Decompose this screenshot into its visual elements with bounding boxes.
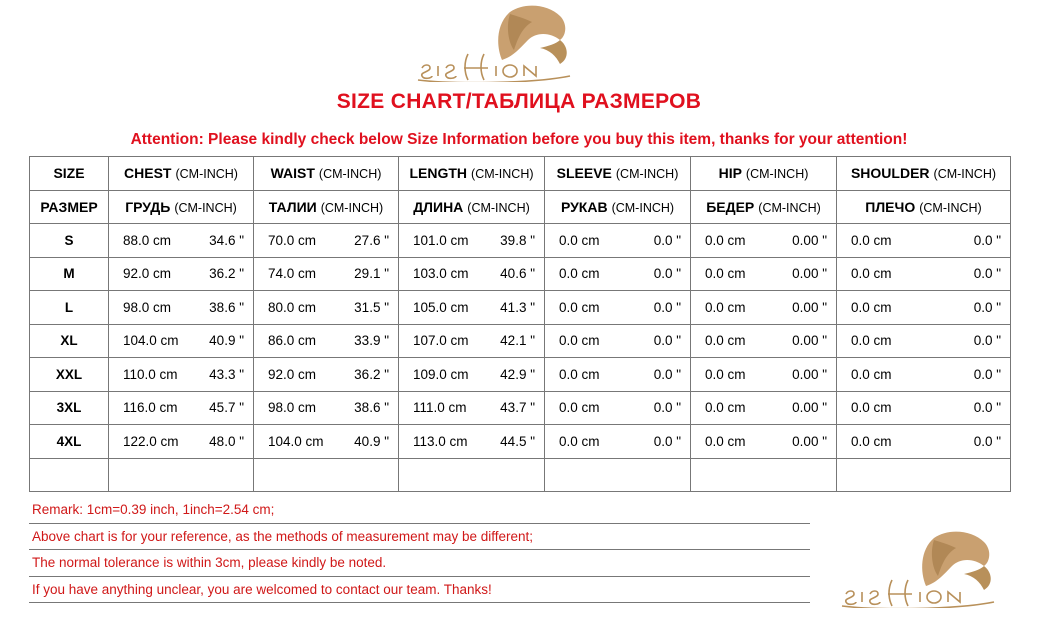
empty-cell xyxy=(399,458,545,492)
cm-value: 92.0 cm xyxy=(268,366,317,382)
value-cell xyxy=(109,324,254,358)
cm-value: 103.0 cm xyxy=(413,266,469,282)
value-pair xyxy=(254,333,398,348)
attention-notice: Attention: Please kindly check below Size Information before you buy this item, thanks for your attention! xyxy=(130,131,908,148)
value-cell xyxy=(837,291,1011,325)
inch-value: 39.8 " xyxy=(500,232,535,248)
size-label: 4XL xyxy=(30,425,109,459)
inch-value: 0.00 " xyxy=(792,232,827,248)
value-pair xyxy=(691,367,836,382)
value-pair xyxy=(399,333,544,348)
value-pair xyxy=(254,400,398,415)
cm-value: 101.0 cm xyxy=(413,232,469,248)
inch-value: 45.7 " xyxy=(209,400,244,416)
table-row xyxy=(30,257,1011,291)
inch-value: 0.0 " xyxy=(973,232,1001,248)
value-cell xyxy=(254,224,399,258)
header-cell xyxy=(691,190,837,224)
cm-value: 0.0 cm xyxy=(705,433,746,449)
inch-value: 0.0 " xyxy=(973,400,1001,416)
value-pair xyxy=(109,300,253,315)
woman-hair-silhouette-icon xyxy=(922,532,991,590)
value-cell xyxy=(254,391,399,425)
inch-value: 38.6 " xyxy=(354,400,389,416)
value-cell xyxy=(109,358,254,392)
inch-value: 34.6 " xyxy=(209,232,244,248)
inch-value: 0.00 " xyxy=(792,299,827,315)
inch-value: 27.6 " xyxy=(354,232,389,248)
logo-text xyxy=(842,580,994,608)
value-pair xyxy=(545,400,690,415)
cm-value: 0.0 cm xyxy=(559,400,600,416)
value-cell xyxy=(545,425,691,459)
header-name: ПЛЕЧО xyxy=(865,198,916,215)
value-pair xyxy=(691,300,836,315)
cm-value: 0.0 cm xyxy=(851,232,892,248)
inch-value: 0.0 " xyxy=(973,333,1001,349)
value-pair xyxy=(837,333,1010,348)
header-unit: (CM-INCH) xyxy=(611,200,675,215)
header-content xyxy=(837,165,1010,181)
inch-value: 42.1 " xyxy=(500,333,535,349)
header-content xyxy=(691,199,836,215)
value-cell xyxy=(837,391,1011,425)
inch-value: 0.0 " xyxy=(653,433,681,449)
size-label: 3XL xyxy=(30,391,109,425)
value-cell xyxy=(691,391,837,425)
cm-value: 0.0 cm xyxy=(559,333,600,349)
value-cell xyxy=(254,324,399,358)
inch-value: 0.0 " xyxy=(653,266,681,282)
cm-value: 86.0 cm xyxy=(268,333,317,349)
inch-value: 0.0 " xyxy=(653,333,681,349)
remark-line: Remark: 1cm=0.39 inch, 1inch=2.54 cm; xyxy=(29,497,810,524)
inch-value: 31.5 " xyxy=(354,299,389,315)
inch-value: 0.0 " xyxy=(653,400,681,416)
value-cell xyxy=(691,358,837,392)
header-unit: (CM-INCH) xyxy=(175,167,238,182)
cm-value: 109.0 cm xyxy=(413,366,469,382)
value-pair xyxy=(691,266,836,281)
cm-value: 98.0 cm xyxy=(268,400,317,416)
value-cell xyxy=(254,257,399,291)
empty-cell xyxy=(30,458,109,492)
inch-value: 0.00 " xyxy=(792,333,827,349)
value-pair xyxy=(545,300,690,315)
cm-value: 0.0 cm xyxy=(851,299,892,315)
header-name: SLEEVE xyxy=(556,165,612,182)
size-label: S xyxy=(30,224,109,258)
header-name: ТАЛИИ xyxy=(268,198,317,215)
value-cell xyxy=(109,425,254,459)
value-cell xyxy=(399,257,545,291)
value-cell xyxy=(837,257,1011,291)
header-content xyxy=(254,199,398,215)
inch-value: 0.0 " xyxy=(973,366,1001,382)
cm-value: 0.0 cm xyxy=(705,299,746,315)
value-cell xyxy=(399,358,545,392)
header-content xyxy=(399,199,544,215)
value-pair xyxy=(109,266,253,281)
value-cell xyxy=(399,324,545,358)
size-label: M xyxy=(30,257,109,291)
header-unit: (CM-INCH) xyxy=(467,200,530,215)
remark-line: Above chart is for your reference, as the methods of measurement may be different; xyxy=(29,524,810,551)
empty-cell xyxy=(837,458,1011,492)
header-name: ДЛИНА xyxy=(413,198,464,215)
header-content xyxy=(545,199,690,215)
value-pair xyxy=(545,367,690,382)
empty-cell xyxy=(545,458,691,492)
header-unit: (CM-INCH) xyxy=(933,167,997,182)
inch-value: 36.2 " xyxy=(209,266,244,282)
value-cell xyxy=(837,224,1011,258)
value-pair xyxy=(837,233,1010,248)
header-cell xyxy=(30,190,109,224)
table-row xyxy=(30,358,1011,392)
value-pair xyxy=(691,434,836,449)
page-title: SIZE CHART/ТАБЛИЦА РАЗМЕРОВ xyxy=(336,90,702,113)
cm-value: 105.0 cm xyxy=(413,299,469,315)
cm-value: 122.0 cm xyxy=(123,433,179,449)
inch-value: 44.5 " xyxy=(500,433,535,449)
header-cell xyxy=(109,157,254,191)
size-label: XXL xyxy=(30,358,109,392)
value-pair xyxy=(837,434,1010,449)
header-unit: (CM-INCH) xyxy=(919,200,982,215)
value-pair xyxy=(399,233,544,248)
header-content xyxy=(254,165,398,181)
inch-value: 40.9 " xyxy=(209,333,244,349)
inch-value: 42.9 " xyxy=(500,366,535,382)
value-pair xyxy=(837,300,1010,315)
header-content xyxy=(30,165,108,181)
value-cell xyxy=(691,291,837,325)
inch-value: 0.0 " xyxy=(973,299,1001,315)
cm-value: 0.0 cm xyxy=(705,232,746,248)
cm-value: 111.0 cm xyxy=(413,400,467,416)
value-cell xyxy=(399,391,545,425)
value-pair xyxy=(545,434,690,449)
value-cell xyxy=(109,391,254,425)
cm-value: 0.0 cm xyxy=(705,266,746,282)
header-name: SHOULDER xyxy=(850,165,930,182)
value-pair xyxy=(254,300,398,315)
value-pair xyxy=(691,333,836,348)
inch-value: 40.6 " xyxy=(500,266,535,282)
cm-value: 0.0 cm xyxy=(851,433,892,449)
value-cell xyxy=(399,291,545,325)
cm-value: 0.0 cm xyxy=(705,366,746,382)
value-pair xyxy=(399,266,544,281)
header-content xyxy=(691,165,836,181)
value-cell xyxy=(545,358,691,392)
size-chart-table xyxy=(29,156,1011,492)
header-name: РУКАВ xyxy=(560,198,608,215)
value-cell xyxy=(545,391,691,425)
value-pair xyxy=(109,333,253,348)
empty-cell xyxy=(691,458,837,492)
value-cell xyxy=(691,224,837,258)
header-content xyxy=(837,199,1010,215)
table-row xyxy=(30,391,1011,425)
empty-cell xyxy=(254,458,399,492)
header-cell xyxy=(399,157,545,191)
header-unit: (CM-INCH) xyxy=(320,200,384,215)
header-cell xyxy=(691,157,837,191)
header-name: БЕДЕР xyxy=(706,198,755,215)
value-pair xyxy=(691,233,836,248)
header-cell xyxy=(30,157,109,191)
header-cell xyxy=(109,190,254,224)
value-pair xyxy=(254,266,398,281)
value-cell xyxy=(109,224,254,258)
header-name: ГРУДЬ xyxy=(125,198,171,215)
header-name: CHEST xyxy=(124,165,172,182)
value-cell xyxy=(837,324,1011,358)
cm-value: 0.0 cm xyxy=(705,400,746,416)
inch-value: 0.00 " xyxy=(792,266,827,282)
header-cell xyxy=(545,190,691,224)
header-content xyxy=(399,165,544,181)
remarks-list xyxy=(29,497,810,603)
header-unit: (CM-INCH) xyxy=(471,167,534,182)
header-unit: (CM-INCH) xyxy=(174,200,237,215)
inch-value: 36.2 " xyxy=(354,366,389,382)
value-pair xyxy=(399,434,544,449)
header-cell xyxy=(837,190,1011,224)
header-unit: (CM-INCH) xyxy=(615,167,679,182)
value-pair xyxy=(109,434,253,449)
cm-value: 0.0 cm xyxy=(559,299,600,315)
header-content xyxy=(109,165,253,181)
value-cell xyxy=(399,224,545,258)
inch-value: 40.9 " xyxy=(354,433,389,449)
inch-value: 0.0 " xyxy=(653,299,681,315)
value-pair xyxy=(837,266,1010,281)
inch-value: 0.00 " xyxy=(792,400,827,416)
cm-value: 74.0 cm xyxy=(268,266,317,282)
value-pair xyxy=(837,400,1010,415)
inch-value: 0.0 " xyxy=(653,366,681,382)
header-name: LENGTH xyxy=(409,165,468,182)
cm-value: 104.0 cm xyxy=(268,433,324,449)
logo-text xyxy=(418,54,570,82)
value-pair xyxy=(399,300,544,315)
cm-value: 0.0 cm xyxy=(559,232,600,248)
cm-value: 104.0 cm xyxy=(123,333,179,349)
value-cell xyxy=(254,358,399,392)
value-cell xyxy=(545,224,691,258)
inch-value: 43.7 " xyxy=(500,400,535,416)
inch-value: 0.0 " xyxy=(653,232,681,248)
cm-value: 0.0 cm xyxy=(559,266,600,282)
value-cell xyxy=(545,291,691,325)
inch-value: 0.00 " xyxy=(792,366,827,382)
value-pair xyxy=(109,400,253,415)
cm-value: 107.0 cm xyxy=(413,333,469,349)
value-cell xyxy=(254,425,399,459)
inch-value: 48.0 " xyxy=(209,433,244,449)
header-cell xyxy=(545,157,691,191)
cm-value: 0.0 cm xyxy=(559,366,600,382)
size-label: XL xyxy=(30,324,109,358)
value-pair xyxy=(399,400,544,415)
inch-value: 41.3 " xyxy=(500,299,535,315)
cm-value: 98.0 cm xyxy=(123,299,172,315)
value-cell xyxy=(691,257,837,291)
header-cell xyxy=(254,190,399,224)
value-pair xyxy=(545,233,690,248)
inch-value: 0.00 " xyxy=(792,433,827,449)
value-pair xyxy=(545,266,690,281)
header-name: WAIST xyxy=(270,165,315,182)
inch-value: 43.3 " xyxy=(209,366,244,382)
woman-hair-silhouette-icon xyxy=(498,6,567,64)
value-pair xyxy=(109,367,253,382)
value-cell xyxy=(109,257,254,291)
header-cell xyxy=(254,157,399,191)
cm-value: 80.0 cm xyxy=(268,299,317,315)
value-pair xyxy=(545,333,690,348)
header-cell xyxy=(837,157,1011,191)
cm-value: 0.0 cm xyxy=(559,433,600,449)
header-row xyxy=(30,157,1011,191)
value-pair xyxy=(399,367,544,382)
value-cell xyxy=(691,324,837,358)
cm-value: 88.0 cm xyxy=(123,232,172,248)
empty-cell xyxy=(109,458,254,492)
value-cell xyxy=(691,425,837,459)
inch-value: 33.9 " xyxy=(354,333,389,349)
table-row xyxy=(30,425,1011,459)
header-unit: (CM-INCH) xyxy=(745,167,809,182)
cm-value: 0.0 cm xyxy=(851,366,892,382)
table-row xyxy=(30,224,1011,258)
header-content xyxy=(109,199,253,215)
header-name: HIP xyxy=(718,165,742,182)
header-cell xyxy=(399,190,545,224)
value-cell xyxy=(545,257,691,291)
value-cell xyxy=(837,425,1011,459)
cm-value: 0.0 cm xyxy=(851,266,892,282)
value-cell xyxy=(109,291,254,325)
cm-value: 0.0 cm xyxy=(705,333,746,349)
value-pair xyxy=(837,367,1010,382)
header-unit: (CM-INCH) xyxy=(758,200,821,215)
table-row xyxy=(30,291,1011,325)
value-cell xyxy=(545,324,691,358)
cm-value: 92.0 cm xyxy=(123,266,172,282)
cm-value: 0.0 cm xyxy=(851,400,892,416)
inch-value: 29.1 " xyxy=(354,266,389,282)
cm-value: 110.0 cm xyxy=(123,366,178,382)
inch-value: 0.0 " xyxy=(973,433,1001,449)
inch-value: 38.6 " xyxy=(209,299,244,315)
remark-line: If you have anything unclear, you are welcomed to contact our team. Thanks! xyxy=(29,577,810,604)
brand-logo-bottom xyxy=(834,528,1004,608)
value-pair xyxy=(109,233,253,248)
size-label: L xyxy=(30,291,109,325)
header-name: SIZE xyxy=(53,165,85,182)
cm-value: 113.0 cm xyxy=(413,433,468,449)
header-unit: (CM-INCH) xyxy=(318,167,382,182)
header-content xyxy=(30,199,108,215)
value-cell xyxy=(254,291,399,325)
value-pair xyxy=(254,367,398,382)
value-pair xyxy=(254,434,398,449)
header-row xyxy=(30,190,1011,224)
value-pair xyxy=(254,233,398,248)
cm-value: 116.0 cm xyxy=(123,400,178,416)
header-name: РАЗМЕР xyxy=(40,198,98,215)
cm-value: 70.0 cm xyxy=(268,232,317,248)
remark-line: The normal tolerance is within 3cm, please kindly be noted. xyxy=(29,550,810,577)
empty-row xyxy=(30,458,1011,492)
header-content xyxy=(545,165,690,181)
value-cell xyxy=(837,358,1011,392)
value-pair xyxy=(691,400,836,415)
brand-logo-top xyxy=(410,2,580,82)
cm-value: 0.0 cm xyxy=(851,333,892,349)
table-row xyxy=(30,324,1011,358)
inch-value: 0.0 " xyxy=(973,266,1001,282)
value-cell xyxy=(399,425,545,459)
